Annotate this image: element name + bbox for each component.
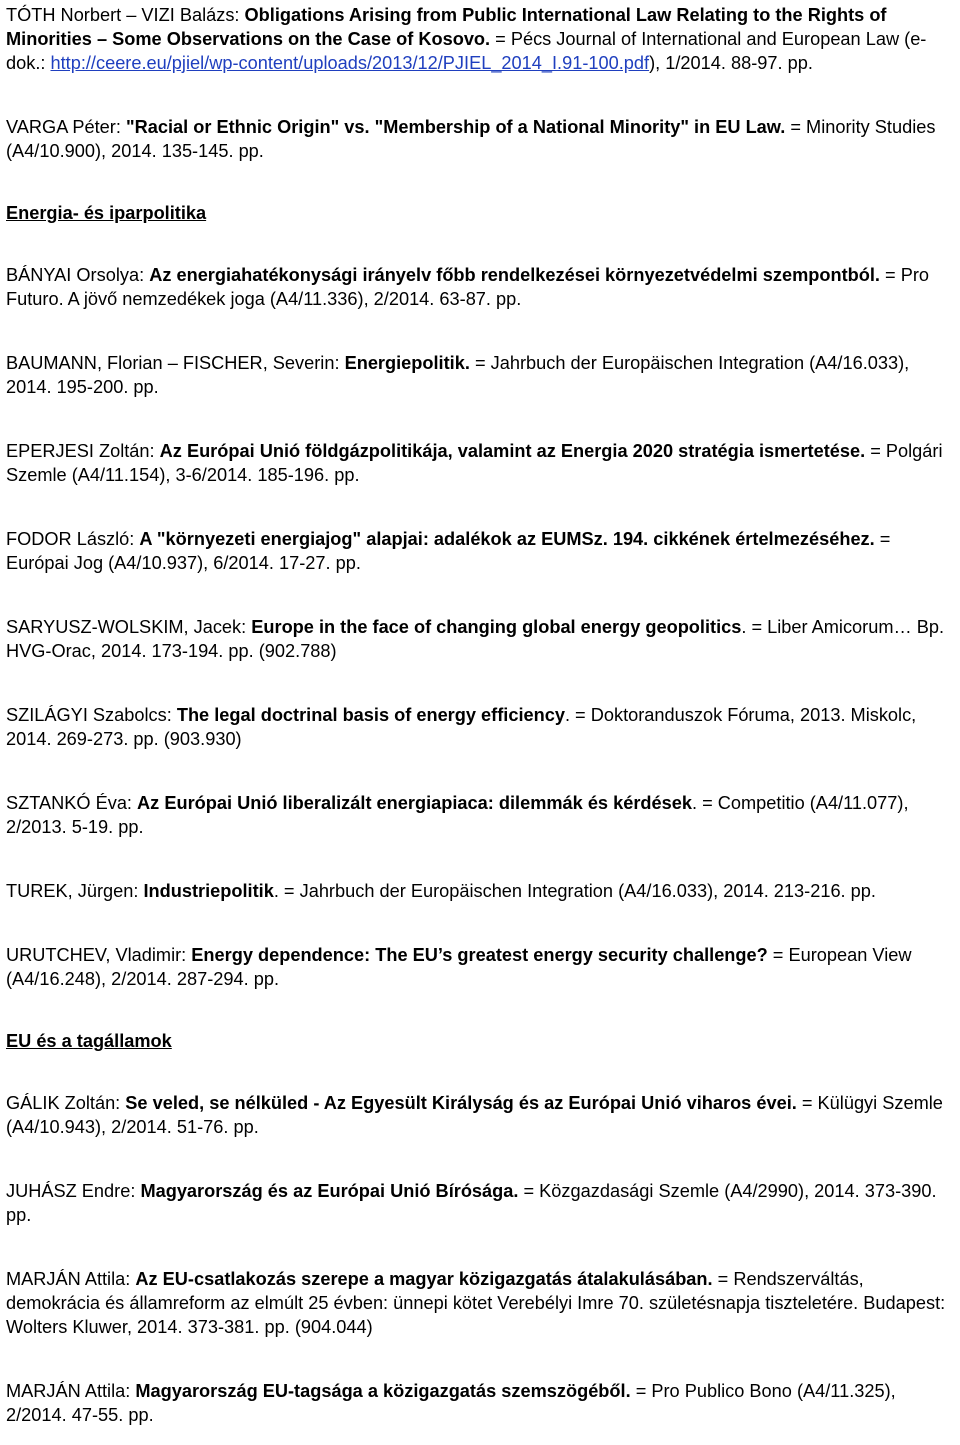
entry-title: Az energiahatékonysági irányelv főbb rendelkezései környezetvédelmi szempontból. [149,265,880,285]
bibliography-entry [6,263,952,311]
entry-author: SZILÁGYI Szabolcs: [6,705,177,725]
entry-author: SARYUSZ-WOLSKIM, Jacek: [6,617,252,637]
entry-title: Az Európai Unió földgázpolitikája, valamint az Energia 2020 stratégia ismertetése. [159,441,866,461]
entry-title: Obligations Arising from Public International Law Relating to the Rights of Minorities – Some Observations on the Case of Kosovo. [6,5,887,49]
entry-source: = Polgári Szemle (A4/11.154), 3-6/2014. 185-196. pp. [6,441,943,485]
section-heading-energy: Energia- és iparpolitika [6,203,207,223]
entry-title: Magyarország és az Európai Unió Bírósága. [140,1181,519,1201]
entry-author: FODOR László: [6,529,140,549]
entry-source: . = Liber Amicorum… Bp. HVG-Orac, 2014. 173-194. pp. (902.788) [6,617,945,661]
entry-title: Energy dependence: The EU’s greatest energy security challenge? [191,945,768,965]
entry-link[interactable]: http://ceere.eu/pjiel/wp-content/uploads/2013/12/PJIEL_2014_I.91-100.pdf [50,53,650,73]
entry-source: = Közgazdasági Szemle (A4/2990), 2014. 373-390. pp. [6,1181,937,1225]
entry-source: = Külügyi Szemle (A4/10.943), 2/2014. 51-76. pp. [6,1093,943,1137]
bibliography-entry [6,1179,952,1227]
entry-title: Energiepolitik. [344,353,470,373]
entry-author: TÓTH Norbert – VIZI Balázs: [6,5,245,25]
bibliography-entry [6,879,952,903]
entry-author: BAUMANN, Florian – FISCHER, Severin: [6,353,345,373]
entry-title: A "környezeti energiajog" alapjai: adalékok az EUMSz. 194. cikkének értelmezéséhez. [139,529,875,549]
entry-author: VARGA Péter: [6,117,126,137]
entry-title: Industriepolitik [143,881,274,901]
entry-title: Se veled, se nélküled - Az Egyesült Királyság és az Európai Unió viharos évei. [125,1093,797,1113]
entry-title: Magyarország EU-tagsága a közigazgatás szemszögéből. [135,1381,631,1401]
bibliography-entry [6,439,952,487]
entry-author: URUTCHEV, Vladimir: [6,945,192,965]
entry-source: = Pro Futuro. A jövő nemzedékek joga (A4/11.336), 2/2014. 63-87. pp. [6,265,929,309]
bibliography-entry [6,115,952,163]
entry-title: Az Európai Unió liberalizált energiapiaca: dilemmák és kérdések [137,793,692,813]
bibliography-entry [6,943,952,991]
bibliography-entry [6,703,952,751]
section-heading-eu: EU és a tagállamok [6,1031,172,1051]
entry-title: "Racial or Ethnic Origin" vs. "Membership of a National Minority" in EU Law. [125,117,786,137]
entry-source: = Pécs Journal of International and European Law (e-dok.: [6,29,927,73]
entry-author: JUHÁSZ Endre: [6,1181,141,1201]
entry-author: SZTANKÓ Éva: [6,793,138,813]
entry-title: The legal doctrinal basis of energy efficiency [176,705,565,725]
bibliography-entry [6,3,952,75]
entry-source: = Minority Studies (A4/10.900), 2014. 135-145. pp. [6,117,936,161]
entry-source: = Rendszerváltás, demokrácia és államreform az elmúlt 25 évben: ünnepi kötet Verebélyi Imre 70. születésnapja tiszteletére. Budapest: Wolters Kluwer, 2014. 373-381. pp. (904.044) [6,1269,946,1337]
bibliography-page [6,3,952,1427]
entry-source: = Jahrbuch der Europäischen Integration (A4/16.033), 2014. 195-200. pp. [6,353,910,397]
bibliography-entry [6,1379,952,1427]
entry-source: = Pro Publico Bono (A4/11.325), 2/2014. 47-55. pp. [6,1381,896,1425]
entry-author: EPERJESI Zoltán: [6,441,160,461]
entry-source-rest: ), 1/2014. 88-97. pp. [649,53,813,73]
entry-source: = Európai Jog (A4/10.937), 6/2014. 17-27. pp. [6,529,891,573]
entry-author: TUREK, Jürgen: [6,881,144,901]
entry-source: = European View (A4/16.248), 2/2014. 287-294. pp. [6,945,912,989]
entry-author: BÁNYAI Orsolya: [6,265,150,285]
entry-source: . = Jahrbuch der Europäischen Integration (A4/16.033), 2014. 213-216. pp. [273,881,876,901]
entry-source: . = Competitio (A4/11.077), 2/2013. 5-19. pp. [6,793,909,837]
entry-title: Az EU-csatlakozás szerepe a magyar közigazgatás átalakulásában. [135,1269,713,1289]
bibliography-entry [6,791,952,839]
bibliography-entry [6,351,952,399]
entry-author: MARJÁN Attila: [6,1269,136,1289]
entry-title: Europe in the face of changing global energy geopolitics [251,617,742,637]
bibliography-entry [6,615,952,663]
entry-author: GÁLIK Zoltán: [6,1093,126,1113]
bibliography-entry [6,1091,952,1139]
bibliography-entry [6,527,952,575]
entry-source: . = Doktoranduszok Fóruma, 2013. Miskolc, 2014. 269-273. pp. (903.930) [6,705,917,749]
bibliography-entry [6,1267,952,1339]
entry-author: MARJÁN Attila: [6,1381,136,1401]
